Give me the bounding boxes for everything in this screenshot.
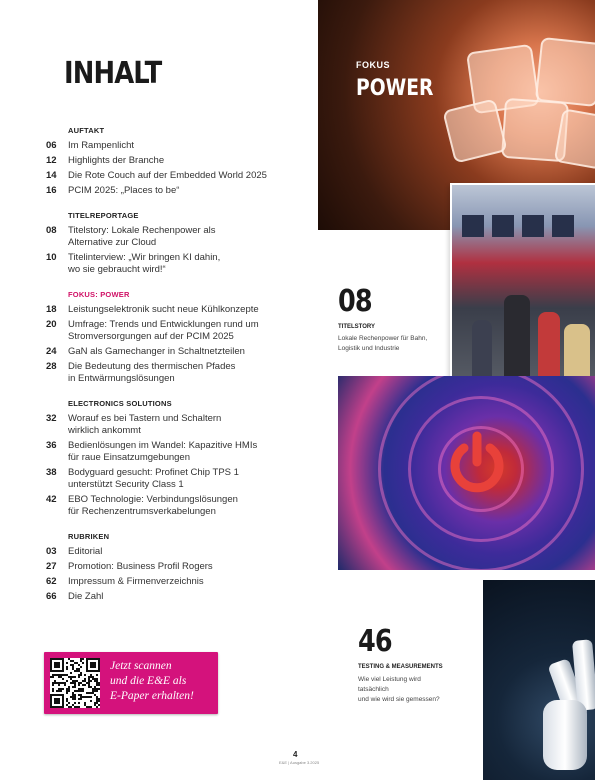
- promo-line: und die E&E als: [110, 675, 187, 687]
- toc-page-number: 16: [46, 185, 57, 196]
- toc-entry-text: [68, 494, 238, 518]
- toc-section: [46, 399, 296, 518]
- toc-entry-text: [68, 591, 103, 603]
- toc-entry-line: Leistungselektronik sucht neue Kühlkonzepte: [68, 304, 259, 315]
- toc-entry[interactable]: [46, 546, 296, 558]
- toc-entry-line: Die Rote Couch auf der Embedded World 2025: [68, 170, 267, 181]
- toc-entry-text: [68, 319, 259, 343]
- toc-entry-line: EBO Technologie: Verbindungslösungen: [68, 494, 238, 505]
- toc-entry-line: Highlights der Branche: [68, 155, 165, 166]
- promo-line: Jetzt scannen: [110, 660, 172, 672]
- toc-entry-line: Die Zahl: [68, 591, 104, 602]
- toc-entry[interactable]: [46, 561, 296, 573]
- toc-page-number: 18: [46, 304, 57, 315]
- toc-entry-line: Im Rampenlicht: [68, 140, 134, 151]
- toc-page-number: 14: [46, 170, 57, 181]
- toc-entry-line: Stromversorgungen auf der PCIM 2025: [68, 331, 234, 342]
- footer-text: E&E | Ausgabe 3.2025: [279, 760, 320, 765]
- toc-page-number: 42: [46, 494, 57, 505]
- toc-entry-line: wo sie gebraucht wird!“: [68, 264, 166, 275]
- toc-page-number: 08: [46, 225, 57, 236]
- section-title: FOKUS: POWER: [68, 290, 130, 299]
- page-title: INHALT: [64, 56, 162, 91]
- table-of-contents: [46, 126, 296, 617]
- toc-entry-line: Die Bedeutung des thermischen Pfades: [68, 361, 236, 372]
- toc-entry[interactable]: [46, 319, 296, 343]
- toc-entry[interactable]: [46, 494, 296, 518]
- toc-entry-text: [68, 304, 259, 316]
- toc-entry-line: Titelinterview: „Wir bringen KI dahin,: [68, 252, 221, 263]
- toc-entry-line: für Rechenzentrumsverkabelungen: [68, 506, 216, 517]
- toc-entry-line: Editorial: [68, 546, 103, 557]
- toc-page-number: 12: [46, 155, 57, 166]
- toc-entry-line: Alternative zur Cloud: [68, 237, 157, 248]
- toc-entry-line: Promotion: Business Profil Rogers: [68, 561, 213, 572]
- power-button-image: [338, 376, 595, 570]
- toc-entry-text: [68, 252, 220, 276]
- feature-title: TITELSTORY: [338, 324, 376, 330]
- toc-page-number: 32: [46, 413, 57, 424]
- fokus-label: FOKUS: [356, 60, 390, 70]
- toc-entry-text: [68, 346, 245, 358]
- toc-page-number: 62: [46, 576, 57, 587]
- toc-page-number: 03: [46, 546, 57, 557]
- toc-entry[interactable]: [46, 140, 296, 152]
- toc-entry-line: Worauf es bei Tastern und Schaltern: [68, 413, 222, 424]
- feature-title: TESTING & MEASUREMENTS: [358, 664, 443, 670]
- train-station-image: [450, 183, 595, 392]
- toc-entry[interactable]: [46, 440, 296, 464]
- toc-section: [46, 290, 296, 385]
- promo-text: [110, 659, 214, 704]
- toc-entry-line: Bodyguard gesucht: Profinet Chip TPS 1: [68, 467, 239, 478]
- promo-line: E-Paper erhalten!: [110, 690, 194, 702]
- toc-entry-line: wirklich ankommt: [68, 425, 141, 436]
- toc-entry-text: [68, 440, 257, 464]
- robot-hand-image: [483, 580, 595, 780]
- toc-section: [46, 532, 296, 603]
- toc-entry-text: [68, 225, 216, 249]
- qr-code-icon[interactable]: [50, 658, 100, 708]
- feature-subtitle-line: Lokale Rechenpower für Bahn,: [338, 335, 428, 342]
- toc-page-number: 10: [46, 252, 57, 263]
- toc-page-number: 28: [46, 361, 57, 372]
- toc-entry-text: [68, 467, 239, 491]
- toc-entry-line: Bedienlösungen im Wandel: Kapazitive HMIs: [68, 440, 258, 451]
- toc-entry[interactable]: [46, 304, 296, 316]
- toc-entry-text: [68, 413, 221, 437]
- toc-entry-line: für raue Einsatzumgebungen: [68, 452, 190, 463]
- section-title: RUBRIKEN: [68, 532, 110, 541]
- toc-page-number: 20: [46, 319, 57, 330]
- toc-entry[interactable]: [46, 155, 296, 167]
- toc-entry[interactable]: [46, 591, 296, 603]
- toc-entry-text: [68, 155, 164, 167]
- toc-entry[interactable]: [46, 361, 296, 385]
- toc-entry-text: [68, 185, 179, 197]
- toc-entry[interactable]: [46, 225, 296, 249]
- feature-subtitle: [358, 675, 448, 705]
- toc-entry-text: [68, 140, 134, 152]
- toc-entry-line: Umfrage: Trends und Entwicklungen rund um: [68, 319, 259, 330]
- fokus-title: POWER: [356, 76, 434, 101]
- toc-entry[interactable]: [46, 170, 296, 182]
- feature-subtitle-line: Wie viel Leistung wird tatsächlich: [358, 676, 421, 693]
- feature-number: 08: [338, 284, 372, 319]
- toc-entry-text: [68, 170, 267, 182]
- toc-page-number: 06: [46, 140, 57, 151]
- toc-entry-text: [68, 576, 204, 588]
- toc-page-number: 36: [46, 440, 57, 451]
- toc-page-number: 66: [46, 591, 57, 602]
- toc-entry-line: Titelstory: Lokale Rechenpower als: [68, 225, 216, 236]
- toc-entry[interactable]: [46, 346, 296, 358]
- toc-entry-line: GaN als Gamechanger in Schaltnetzteilen: [68, 346, 245, 357]
- toc-entry-text: [68, 546, 102, 558]
- toc-page-number: 24: [46, 346, 57, 357]
- feature-subtitle-line: und wie wird sie gemessen?: [358, 696, 440, 703]
- toc-entry-line: Impressum & Firmenverzeichnis: [68, 576, 204, 587]
- section-title: AUFTAKT: [68, 126, 105, 135]
- feature-subtitle: [338, 334, 428, 354]
- toc-entry-line: PCIM 2025: „Places to be“: [68, 185, 180, 196]
- toc-entry-line: unterstützt Security Class 1: [68, 479, 184, 490]
- toc-entry[interactable]: [46, 467, 296, 491]
- toc-page-number: 38: [46, 467, 57, 478]
- toc-entry[interactable]: [46, 185, 296, 197]
- feature-subtitle-line: Logistik und Industrie: [338, 345, 400, 352]
- toc-page-number: 27: [46, 561, 57, 572]
- toc-entry[interactable]: [46, 576, 296, 588]
- section-title: ELECTRONICS SOLUTIONS: [68, 399, 172, 408]
- toc-entry-text: [68, 561, 213, 573]
- toc-entry[interactable]: [46, 413, 296, 437]
- toc-section: [46, 126, 296, 197]
- toc-entry-line: in Entwärmungslösungen: [68, 373, 175, 384]
- page-number: 4: [293, 750, 298, 759]
- epaper-promo[interactable]: [44, 652, 218, 714]
- toc-entry[interactable]: [46, 252, 296, 276]
- toc-section: [46, 211, 296, 276]
- section-title: TITELREPORTAGE: [68, 211, 139, 220]
- feature-number: 46: [358, 624, 392, 659]
- toc-entry-text: [68, 361, 235, 385]
